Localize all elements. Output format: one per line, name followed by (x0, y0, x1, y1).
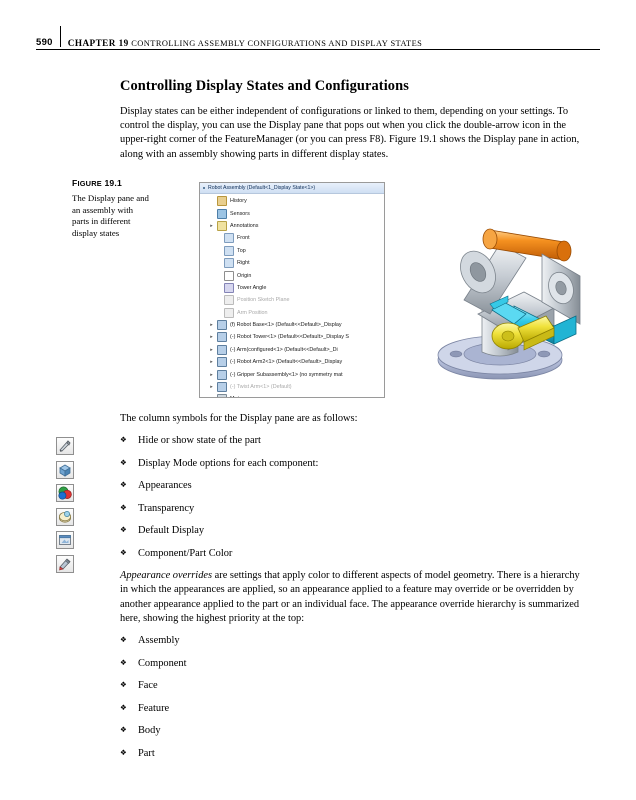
appearance-hierarchy-list (120, 634, 582, 760)
bullet-text: Body (138, 725, 161, 737)
figure-label (72, 178, 150, 188)
part-icon (217, 382, 227, 392)
feature-tree-label: (-) Gripper Subassembly<1> (no symmetry mat (230, 371, 343, 378)
hierarchy-item (120, 679, 582, 692)
feature-tree-label: Front (237, 235, 250, 242)
expand-icon[interactable]: ▸ (210, 222, 213, 229)
part-icon (217, 320, 227, 330)
appearances-glyph (57, 485, 73, 501)
appearance-overrides-paragraph (120, 569, 582, 626)
part-icon (217, 332, 227, 342)
column-symbols-list (120, 434, 582, 560)
feature-tree-label: Top (237, 247, 246, 254)
feature-tree-row[interactable] (200, 207, 384, 219)
body-column-top (120, 78, 582, 170)
figure-number: 19.1 (104, 178, 122, 188)
feature-tree-label: (-) Arm(configured<1> (Default<<Default>_Di (230, 346, 338, 353)
bullet-diamond-icon: ❖ (120, 502, 127, 512)
bullet-diamond-icon: ❖ (120, 457, 127, 467)
bullet-text: Part (138, 747, 155, 759)
display-mode-glyph (57, 462, 73, 478)
feature-tree-row[interactable] (200, 220, 384, 232)
mates-icon (217, 394, 227, 398)
feature-tree-row[interactable] (200, 282, 384, 294)
bullet-text: Display Mode options for each component: (138, 457, 319, 469)
hide-show-icon[interactable] (56, 437, 74, 455)
feature-tree-row[interactable] (200, 344, 384, 356)
feature-tree-label: Origin (237, 272, 252, 279)
feature-tree-label: Right (237, 260, 250, 267)
hide-show-glyph (57, 438, 73, 454)
feature-tree-label: (-) Robot Tower<1> (Default<<Default>_Display S (230, 334, 350, 341)
figure-caption-block (72, 178, 150, 239)
feature-manager-title: Robot Assembly (Default<1_Display State<1>) (208, 185, 316, 191)
hierarchy-item (120, 724, 582, 737)
expand-icon[interactable]: ▸ (210, 322, 213, 329)
chapter-number: CHAPTER 19 (67, 38, 129, 48)
bullet-text: Feature (138, 702, 170, 714)
figure-label-igure: IGURE (77, 179, 102, 188)
appearances-icon[interactable] (56, 484, 74, 502)
tower-angle-icon (224, 283, 234, 293)
running-head (36, 26, 600, 48)
default-display-icon[interactable] (56, 531, 74, 549)
sketch-plane-icon (224, 295, 234, 305)
display-pane-toolbar[interactable] (56, 437, 76, 578)
figure-label-f: F (72, 178, 78, 188)
feature-tree-row[interactable] (200, 257, 384, 269)
expand-icon[interactable]: ▸ (210, 371, 213, 378)
feature-tree-label: Annotations (230, 222, 259, 229)
hierarchy-item (120, 747, 582, 760)
bullet-diamond-icon: ❖ (120, 747, 127, 757)
figure-19-1 (36, 178, 602, 408)
feature-tree-row[interactable] (200, 331, 384, 343)
column-symbol-item (120, 479, 582, 492)
default-display-glyph (57, 532, 73, 548)
feature-tree-label: History (230, 198, 247, 205)
component-part-color-icon[interactable] (56, 555, 74, 573)
expand-icon[interactable]: ▸ (210, 359, 213, 366)
feature-tree-label (230, 396, 245, 398)
transparency-icon[interactable] (56, 508, 74, 526)
bullet-diamond-icon: ❖ (120, 635, 127, 645)
column-symbol-item (120, 457, 582, 470)
bullet-text: Transparency (138, 502, 195, 514)
bullet-text: Assembly (138, 635, 180, 647)
annotations-icon (217, 221, 227, 231)
expand-icon[interactable]: ▸ (210, 334, 213, 341)
bullet-text: Component (138, 657, 187, 669)
expand-icon[interactable]: ▸ (210, 384, 213, 391)
part-icon (217, 357, 227, 367)
feature-tree-row[interactable] (200, 381, 384, 393)
running-head-chapter (61, 38, 423, 48)
expand-icon[interactable]: ▸ (210, 346, 213, 353)
bullet-diamond-icon: ❖ (120, 480, 127, 490)
feature-tree[interactable] (200, 194, 384, 398)
feature-tree-label: Sensors (230, 210, 250, 217)
bullet-text: Face (138, 680, 158, 692)
column-symbol-item (120, 502, 582, 515)
hierarchy-item (120, 702, 582, 715)
display-mode-icon[interactable] (56, 461, 74, 479)
bullet-diamond-icon: ❖ (120, 525, 127, 535)
feature-tree-row[interactable] (200, 356, 384, 368)
feature-tree-row[interactable] (200, 294, 384, 306)
plane-icon (224, 258, 234, 268)
feature-tree-label: Arm Position (237, 309, 268, 316)
origin-icon (224, 271, 234, 281)
feature-manager-panel[interactable] (199, 182, 385, 398)
running-head-rule (36, 49, 600, 50)
feature-manager-title-bar (200, 183, 384, 194)
component-color-glyph (57, 556, 73, 572)
feature-tree-row[interactable] (200, 368, 384, 380)
bullet-text: Default Display (138, 525, 205, 537)
hierarchy-item (120, 634, 582, 647)
intro-paragraph: Display states can be either independent of configurations or linked to them, depending on your settings. To control the display, you can use the Display pane that pops out when you click the double-arrow icon in the upper-right corner of the FeatureManager (or you can press F8). Figure 19.1 shows the Display pane in action, along with an assembly showing parts in different display states. (120, 106, 580, 160)
column-symbols-intro: The column symbols for the Display pane are as follows: (120, 413, 358, 424)
sketch-plane-icon (224, 308, 234, 318)
figure-caption-text: The Display pane and an assembly with parts in different display states (72, 193, 149, 238)
feature-tree-row[interactable] (200, 307, 384, 319)
feature-tree-label: (-) Robot Arm2<1> (Default<<Default>_Display (230, 359, 343, 366)
feature-tree-row[interactable] (200, 195, 384, 207)
bullet-text: Appearances (138, 480, 192, 492)
bullet-diamond-icon: ❖ (120, 702, 127, 712)
feature-tree-row[interactable] (200, 245, 384, 257)
bullet-text: Component/Part Color (138, 547, 233, 559)
appearance-overrides-term: Appearance overrides (120, 570, 213, 582)
transparency-glyph (57, 509, 73, 525)
feature-tree-label: Position Sketch Plane (237, 297, 290, 304)
page-number: 590 (36, 37, 53, 48)
plane-icon (224, 233, 234, 243)
column-symbol-item (120, 547, 582, 560)
bullet-diamond-icon: ❖ (120, 435, 127, 445)
expand-icon[interactable] (209, 396, 214, 398)
feature-tree-label: (-) Twist Arm<1> (Default) (230, 384, 292, 391)
appearance-overrides-text: are settings that apply color to different aspects of model geometry. There is a hierarchy in which the appearances are applied, so an appearance applied to a feature may override or be overridden by another appearance applied to the part or an individual face. The appearance override hierarchy is summarized here, showing the highest priority at the top: (120, 570, 580, 624)
feature-tree-label: (f) Robot Base<1> (Default<<Default>_Display (230, 322, 342, 329)
chapter-title: CONTROLLING ASSEMBLY CONFIGURATIONS AND DISPLAY STATES (131, 39, 423, 48)
column-symbol-item (120, 524, 582, 537)
part-icon (217, 370, 227, 380)
feature-tree-row[interactable] (200, 393, 384, 398)
history-icon (217, 196, 227, 206)
plane-icon (224, 246, 234, 256)
hierarchy-item (120, 657, 582, 670)
feature-tree-row[interactable] (200, 319, 384, 331)
part-icon (217, 345, 227, 355)
column-symbol-item (120, 434, 582, 447)
bullet-diamond-icon: ❖ (120, 725, 127, 735)
bullet-diamond-icon: ❖ (120, 657, 127, 667)
feature-tree-label: Tower Angle (237, 284, 267, 291)
body-column-bottom (120, 412, 582, 769)
bullet-diamond-icon: ❖ (120, 680, 127, 690)
robot-assembly-svg (404, 184, 600, 390)
section-heading: Controlling Display States and Configurations (120, 78, 409, 94)
feature-tree-row[interactable] (200, 269, 384, 281)
robot-assembly-image (404, 184, 600, 390)
sensors-icon (217, 209, 227, 219)
bullet-diamond-icon: ❖ (120, 547, 127, 557)
assembly-icon (203, 187, 205, 189)
bullet-text: Hide or show state of the part (138, 435, 261, 447)
feature-tree-row[interactable] (200, 232, 384, 244)
